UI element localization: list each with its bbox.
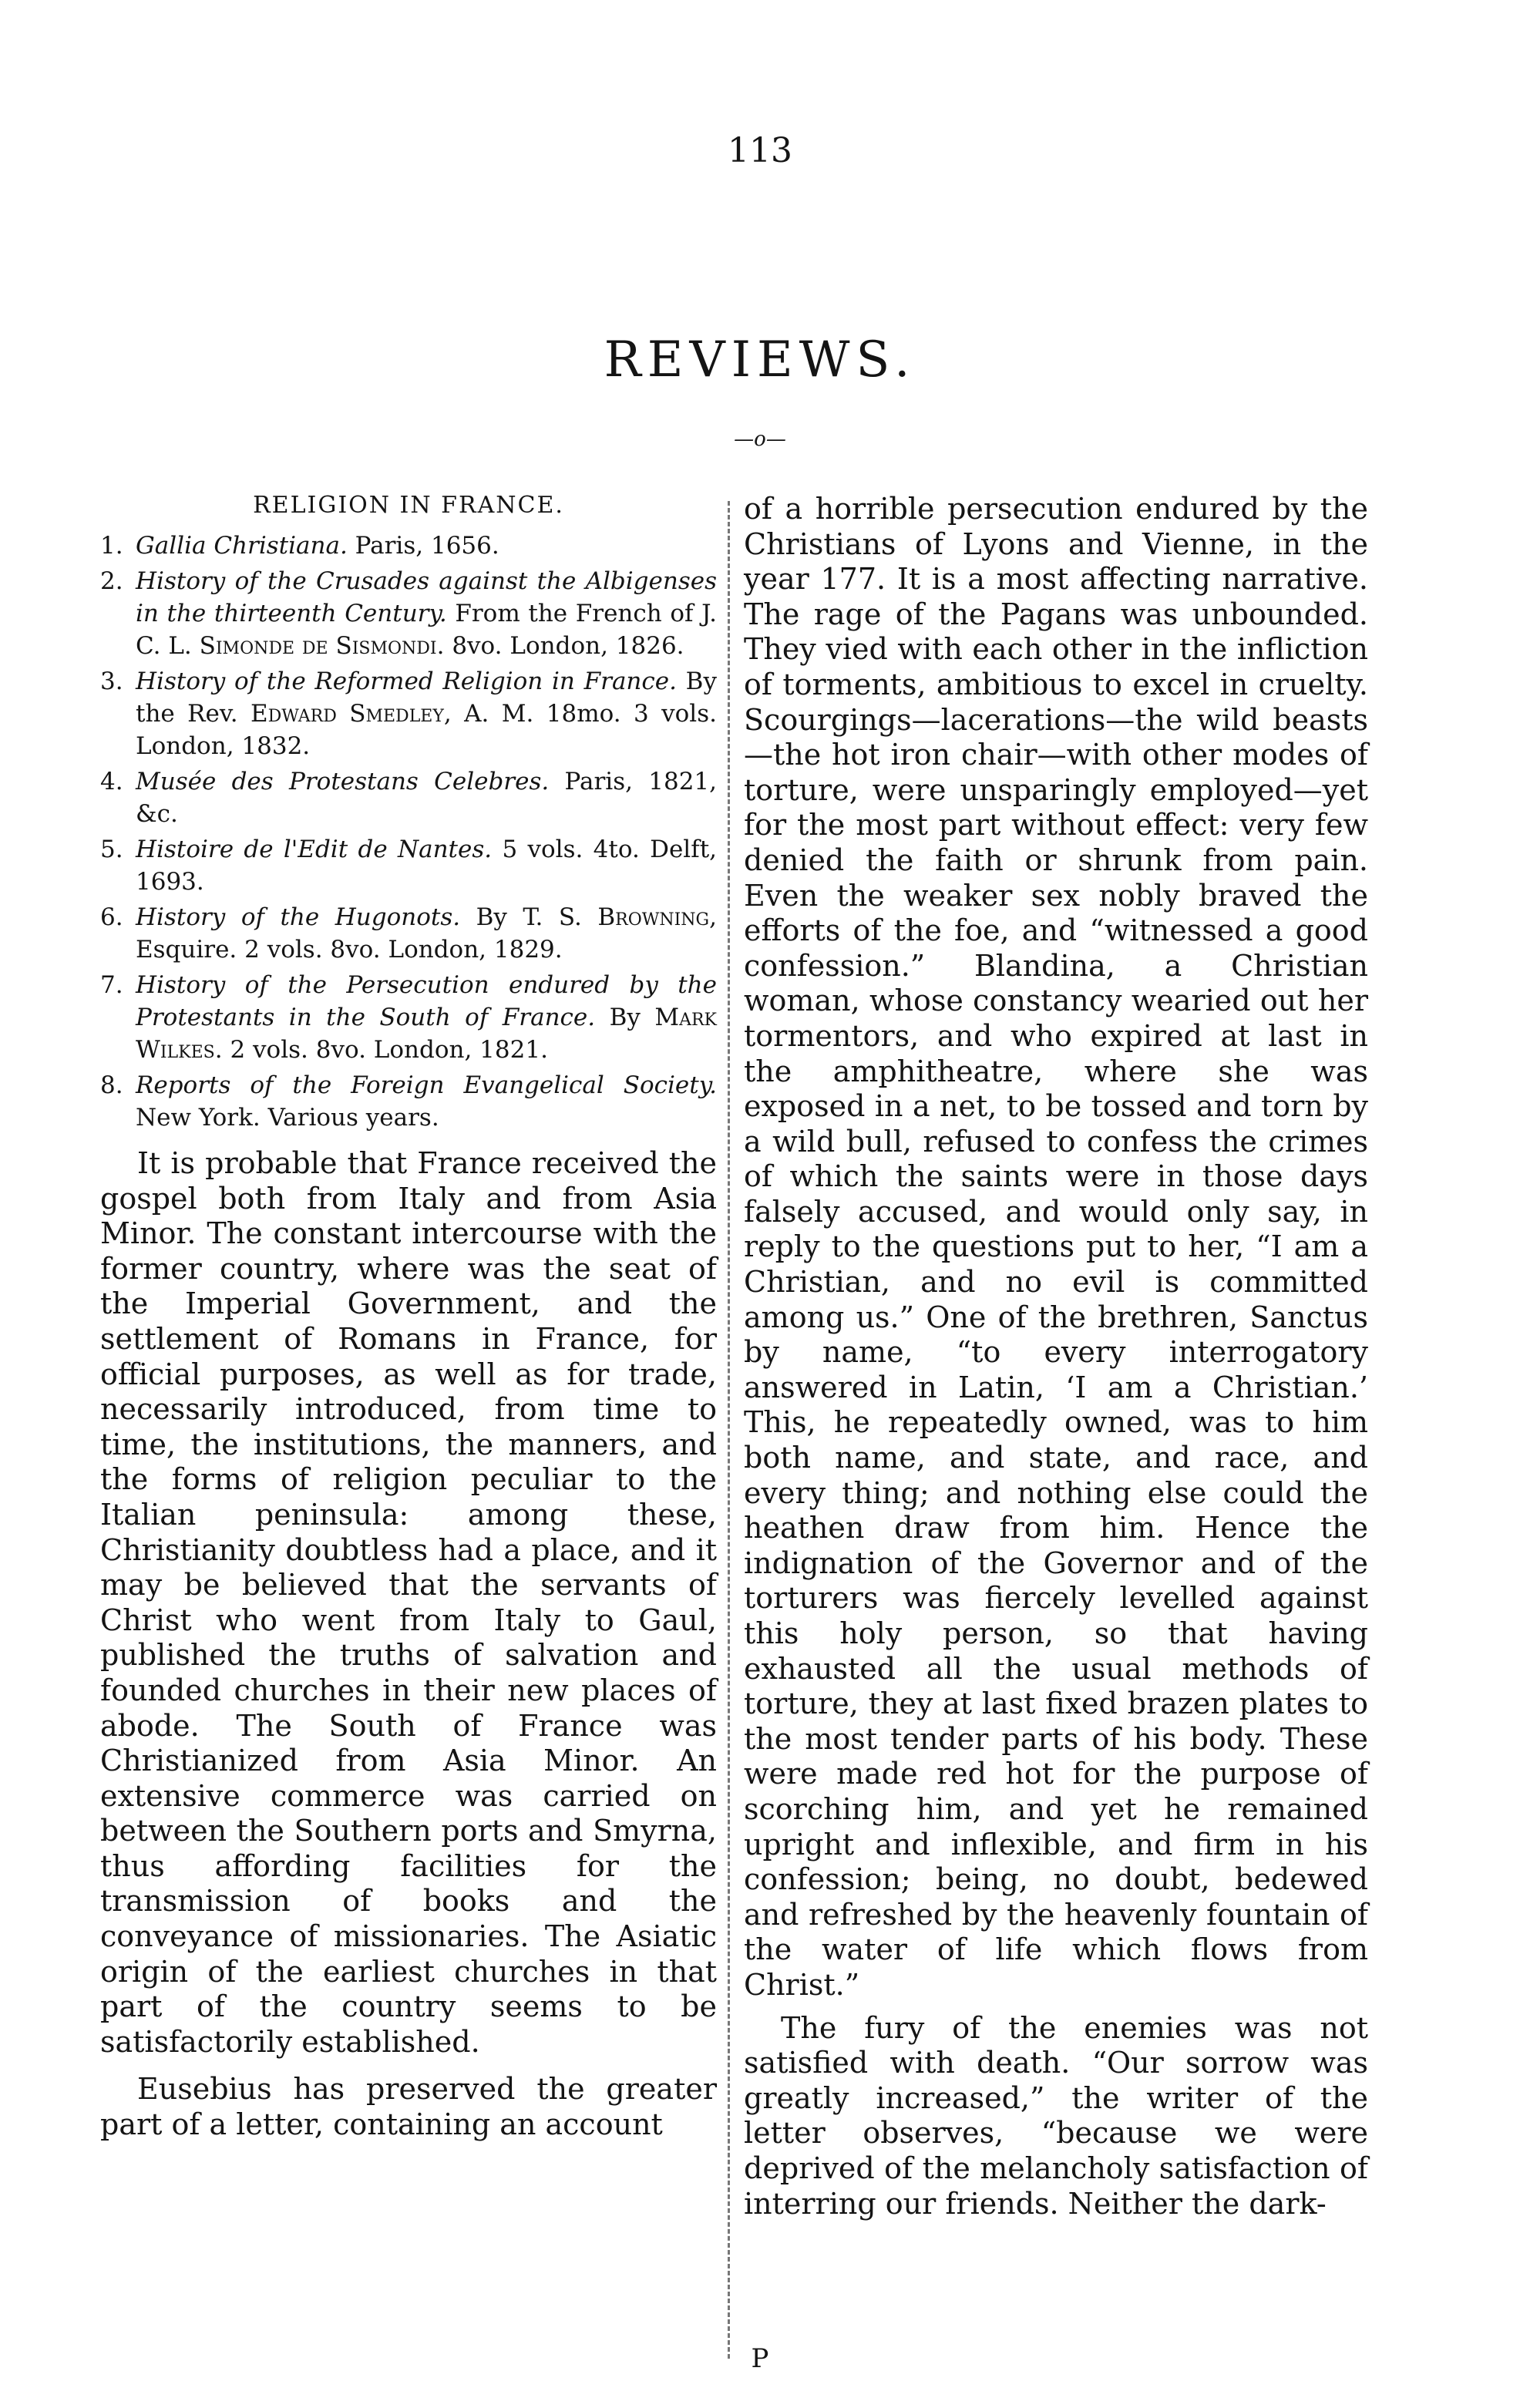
- bibliography-item-text: . 2 vols. 8vo. London, 1821.: [214, 1036, 548, 1064]
- bibliography-item-text: By the Rev.: [136, 668, 717, 728]
- signature-mark: P: [751, 2343, 769, 2374]
- bibliography-item-text: By T. S.: [460, 903, 598, 931]
- bibliography-item-text: New York. Various years.: [136, 1104, 439, 1132]
- bibliography-item: [100, 1069, 717, 1134]
- bibliography-item-text: From the French of J. C. L.: [136, 600, 717, 660]
- bibliography-item-text: Reports of the Foreign Evangelical Society.: [136, 1071, 717, 1099]
- bibliography-item: [100, 565, 717, 662]
- bibliography-item-text: Browning: [597, 903, 710, 931]
- body-paragraph: The fury of the enemies was not satisfied with death. “Our sorrow was greatly increased,” the writer of the letter observes, “because we were deprived of the melancholy satisfaction of interring our friends. Neither the dark-: [744, 2010, 1368, 2221]
- bibliography-item: [100, 765, 717, 830]
- bibliography-item-number: 1.: [100, 532, 123, 560]
- bibliography-title: RELIGION IN FRANCE.: [253, 492, 564, 519]
- bibliography-item-number: 6.: [100, 903, 123, 931]
- bibliography-item-text: . 8vo. London, 1826.: [436, 632, 684, 660]
- bibliography-item-number: 5.: [100, 836, 123, 863]
- bibliography-item-number: 2.: [100, 567, 123, 595]
- body-paragraph: It is probable that France received the gospel both from Italy and from Asia Minor. The constant intercourse with the former country, where was the seat of the Imperial Government, and the settlement of Romans in France, for official purposes, as well as for trade, necessarily introduced, from time to time, the institutions, the manners, and the forms of religion peculiar to the Italian peninsula: among these, Christianity doubtless had a place, and it may be believed that the servants of Christ who went from Italy to Gaul, published the truths of salvation and founded churches in their new places of abode. The South of France was Christianized from Asia Minor. An extensive commerce was carried on between the Southern ports and Smyrna, thus affording facilities for the transmission of books and the conveyance of missionaries. The Asiatic origin of the earliest churches in that part of the country seems to be satisfactorily established.: [100, 1146, 717, 2059]
- left-column: [100, 492, 717, 2143]
- bibliography-item-text: Simonde de Sismondi: [199, 632, 437, 660]
- bibliography-item-text: Paris, 1656.: [347, 532, 499, 560]
- bibliography-item: [100, 969, 717, 1066]
- column-divider: [728, 501, 730, 2359]
- bibliography-item-text: 5 vols. 4to. Delft, 1693.: [136, 836, 718, 896]
- bibliography-item: [100, 901, 717, 966]
- bibliography-item-number: 7.: [100, 971, 123, 999]
- bibliography-item-text: History of the Persecution endured by the Protestants in the South of France.: [136, 971, 717, 1031]
- bibliography-item-text: Histoire de l'Edit de Nantes.: [136, 836, 493, 863]
- bibliography-item-text: History of the Reformed Religion in France.: [136, 668, 677, 695]
- bibliography-item-text: Mark Wilkes: [136, 1004, 717, 1064]
- bibliography-list: [100, 530, 717, 1134]
- bibliography-item-number: 3.: [100, 668, 123, 695]
- body-paragraph: Eusebius has preserved the greater part of a letter, containing an account: [100, 2072, 717, 2142]
- bibliography-item: [100, 833, 717, 898]
- bibliography-item-text: Gallia Christiana.: [136, 532, 348, 560]
- bibliography-item-text: Paris, 1821, &c.: [136, 768, 717, 828]
- right-column: [744, 492, 1368, 2221]
- bibliography-item-text: , A. M. 18mo. 3 vols. London, 1832.: [136, 700, 717, 760]
- section-heading: REVIEWS.: [604, 331, 916, 388]
- heading-ornament: —o—: [734, 428, 786, 451]
- page-number: 113: [728, 131, 792, 170]
- bibliography-item-text: Musée des Protestans Celebres.: [136, 768, 550, 795]
- bibliography-item: [100, 665, 717, 762]
- body-paragraph-continued: of a horrible persecution endured by the Christians of Lyons and Vienne, in the year 177. It is a most affecting narrative. The rage of the Pagans was unbounded. They vied with each other in the infliction of torments, ambitious to excel in cruelty. Scourgings—lacerations—the wild beasts—the hot iron chair—with other modes of torture, were unsparingly employed—yet for the most part without effect: very few denied the faith or shrunk from pain. Even the weaker sex nobly braved the efforts of the foe, and “witnessed a good confession.” Blandina, a Christian woman, whose constancy wearied out her tormentors, and who expired at last in the amphitheatre, where she was exposed in a net, to be tossed and torn by a wild bull, refused to confess the crimes of which the saints were in those days falsely accused, and would only say, in reply to the questions put to her, “I am a Christian, and no evil is committed among us.” One of the brethren, Sanctus by name, “to every interrogatory answered in Latin, ‘I am a Christian.’ This, he repeatedly owned, was to him both name, and state, and race, and every thing; and nothing else could the heathen draw from him. Hence the indignation of the Governor and of the torturers was fiercely levelled against this holy person, so that having exhausted all the usual methods of torture, they at last fixed brazen plates to the most tender parts of his body. These were made red hot for the purpose of scorching him, and yet he remained upright and inflexible, and firm in his confession; being, no doubt, bedewed and refreshed by the heavenly fountain of the water of life which flows from Christ.”: [744, 492, 1368, 2002]
- bibliography-item: [100, 530, 717, 562]
- bibliography-item-number: 8.: [100, 1071, 123, 1099]
- bibliography-item-text: By: [595, 1004, 655, 1031]
- bibliography-item-text: History of the Hugonots.: [136, 903, 461, 931]
- bibliography-item-text: Edward Smedley: [250, 700, 444, 728]
- bibliography-item-number: 4.: [100, 768, 123, 795]
- bibliography-item-text: , Esquire. 2 vols. 8vo. London, 1829.: [136, 903, 717, 964]
- bibliography-item-text: History of the Crusades against the Albigenses in the thirteenth Century.: [136, 567, 717, 627]
